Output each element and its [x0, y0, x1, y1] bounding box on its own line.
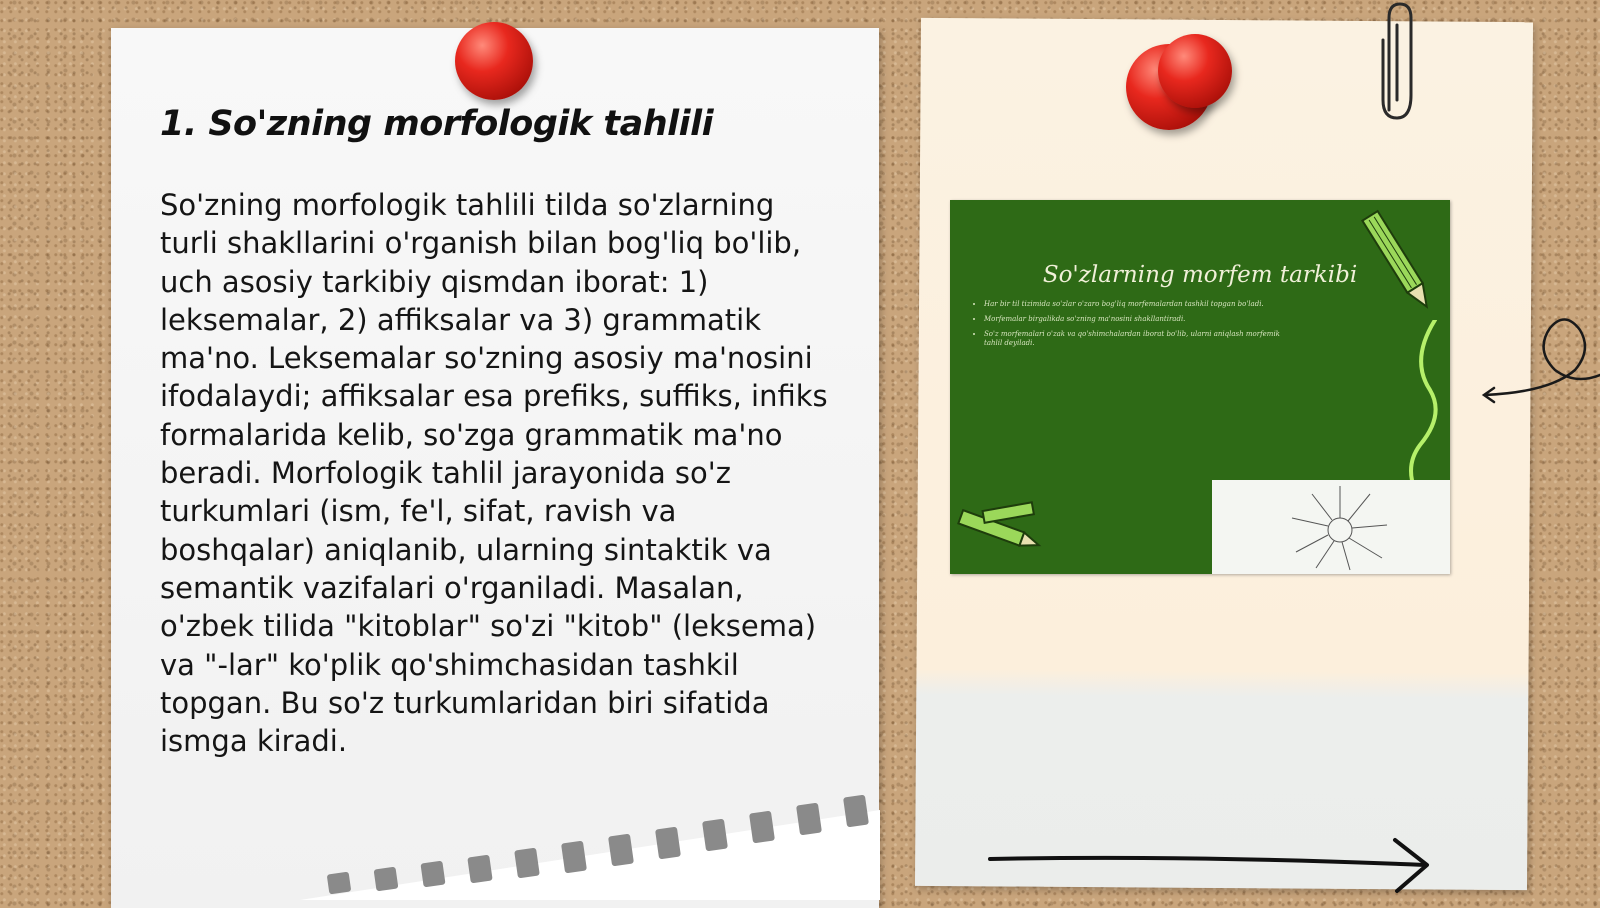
morpheme-diagram: [1212, 480, 1450, 574]
arrow-right-icon: [985, 835, 1445, 895]
slide-bullet: • Har bir til tizimida so'zlar o'zaro bog'liq morfemalardan tashkil topgan bo'ladi.: [984, 300, 1294, 309]
pushpin-icon: [1158, 34, 1232, 108]
pencil-icon: [1360, 202, 1440, 322]
torn-paper-edge-icon: [300, 790, 880, 900]
pencil-line-icon: [1405, 320, 1445, 490]
pushpin-icon: [455, 22, 533, 100]
slide-bullet: • Morfemalar birgalikda so'zning ma'nosini shakllantiradi.: [984, 315, 1294, 324]
paperclip-icon: [1375, 0, 1425, 125]
slide-title: So'zlarning morfem tarkibi: [1042, 262, 1358, 288]
slide-bullet: • So'z morfemalari o'zak va qo'shimchalardan iborat bo'lib, ularni aniqlash morfemik tahlil deyiladi.: [984, 330, 1294, 348]
pencil-icon: [952, 500, 1052, 570]
section-title: 1. So'zning morfologik tahlili: [160, 104, 714, 144]
section-body-text: So'zning morfologik tahlili tilda so'zlarning turli shakllarini o'rganish bilan bog'liq bo'lib, uch asosiy tarkibiy qismdan iborat: 1) leksemalar, 2) affiksalar va 3) grammatik ma'no. Leksemalar so'zning asosiy ma'nosini ifodalaydi; affiksalar esa prefiks, suffiks, infiks formalarida kelib, so'zga grammatik ma'no beradi. Morfologik tahlil jarayonida so'z turkumlari (ism, fe'l, sifat, ravish va boshqalar) aniqlanib, ularning sintaktik va semantik vazifalari o'rganiladi. Masalan, o'zbek tilida "kitoblar" so'zi "kitob" (leksema) va "-lar" ko'plik qo'shimchasidan tashkil topgan. Bu so'z turkumlaridan biri sifatida ismga kiradi.: [160, 188, 828, 759]
squiggle-arrow-icon: [1480, 310, 1600, 410]
slide-bullet-list: [972, 300, 1294, 354]
slide-image: [950, 200, 1450, 574]
diagram-graphic: [1212, 480, 1450, 574]
